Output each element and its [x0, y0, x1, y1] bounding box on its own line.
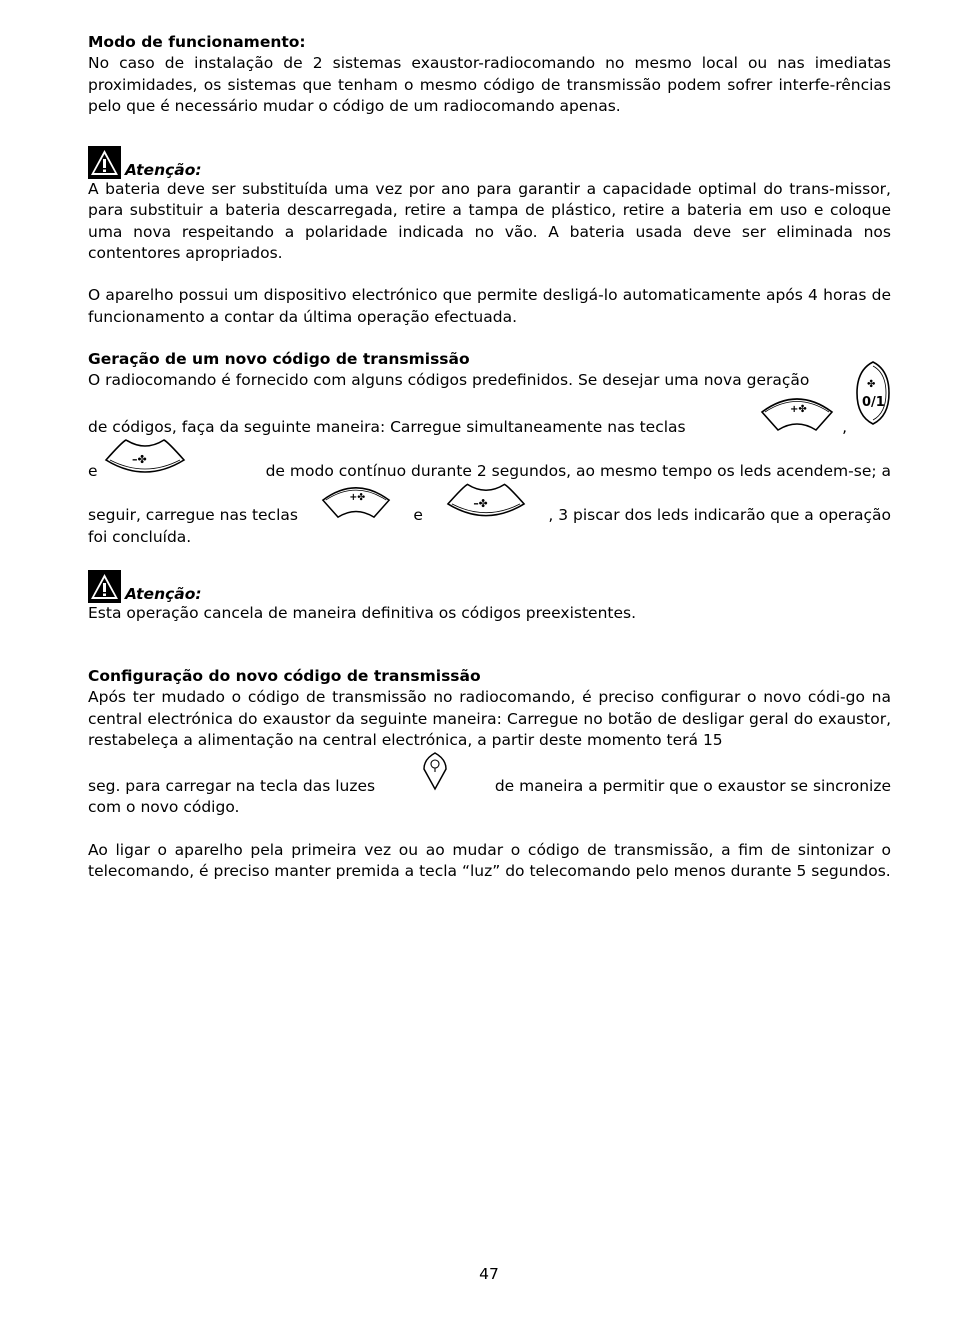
- section-heading-new-code: Geração de um novo código de transmissão: [88, 349, 470, 368]
- warning-block-1: [88, 146, 891, 179]
- paragraph-configure-end: com o novo código.: [88, 798, 240, 817]
- text-fragment: e: [413, 506, 423, 525]
- line-new-code-3: [88, 439, 891, 483]
- fan-minus-button-icon: [446, 480, 526, 526]
- warning-icon: [88, 146, 121, 179]
- section-heading-operation: Modo de funcionamento:: [88, 33, 306, 51]
- warning-block-2: [88, 570, 891, 603]
- page-number: 47: [479, 1265, 499, 1283]
- svg-text:✤: ✤: [867, 379, 876, 391]
- paragraph-operation: No caso de instalação de 2 sistemas exaustor-radiocomando no mesmo local ou nas imediatas proximidades, os sistemas que tenham o mesmo código de transmissão podem sofrer interfe-rências pelo que é necessário mudar o código de um radiocomando apenas.: [88, 54, 891, 115]
- line-new-code-4: [88, 483, 891, 527]
- svg-text:–✤: –✤: [472, 497, 488, 511]
- paragraph-cancel-codes: Esta operação cancela de maneira definitiva os códigos preexistentes.: [88, 603, 637, 622]
- fan-minus-button-icon: [104, 436, 186, 482]
- on-off-button-icon: [855, 360, 891, 432]
- paragraph-new-code-intro: O radiocomando é fornecido com alguns códigos predefinidos. Se desejar uma nova geração: [88, 371, 810, 390]
- text-fragment: de maneira a permitir que o exaustor se sincronize: [494, 777, 891, 796]
- warning-icon: [88, 570, 121, 603]
- svg-text:+✤: +✤: [349, 492, 365, 504]
- document-body: [88, 32, 891, 882]
- paragraph-battery: A bateria deve ser substituída uma vez por ano para garantir a capacidade optimal do trans-missor, para substituir a bateria descarregada, retire a tampa de plástico, retire a bateria em uso e coloque uma nova respeitando a polaridade indicada no vão. A bateria usada deve ser eliminada nos contentores apropriados.: [88, 180, 891, 263]
- section-heading-configure-code: Configuração do novo código de transmissão: [88, 667, 481, 686]
- text-fragment: de códigos, faça da seguinte maneira: Carregue simultaneamente nas teclas: [88, 418, 686, 437]
- warning-label: Atenção:: [125, 584, 202, 603]
- text-fragment: e: [88, 462, 98, 481]
- fan-plus-button-icon: [321, 484, 391, 526]
- text-fragment: seg. para carregar na tecla das luzes: [88, 777, 376, 796]
- paragraph-auto-off: O aparelho possui um dispositivo electrónico que permite desligá-lo automaticamente após 4 horas de funcionamento a contar da última operação efectuada.: [88, 286, 891, 326]
- warning-label: Atenção:: [125, 161, 202, 180]
- light-button-icon: [422, 751, 448, 797]
- text-fragment: seguir, carregue nas teclas: [88, 506, 298, 525]
- on-off-label: 0/1: [862, 395, 885, 411]
- text-fragment: ,: [842, 418, 847, 437]
- text-fragment: de modo contínuo durante 2 segundos, ao mesmo tempo os leds acendem-se; a: [265, 462, 891, 481]
- paragraph-configure: Após ter mudado o código de transmissão no radiocomando, é preciso configurar o novo códi-go na central electrónica do exaustor da seguinte maneira: Carregue no botão de desligar geral do exaustor, restabeleça a alimentação na central electrónica, a partir deste momento terá 15: [88, 688, 891, 750]
- svg-text:–✤: –✤: [131, 453, 147, 467]
- svg-text:+✤: +✤: [790, 404, 807, 416]
- text-fragment: , 3 piscar dos leds indicarão que a operação: [548, 506, 891, 525]
- paragraph-new-code-end: foi concluída.: [88, 527, 192, 546]
- fan-plus-button-icon: [760, 396, 834, 438]
- paragraph-first-use: Ao ligar o aparelho pela primeira vez ou ao mudar o código de transmissão, a fim de sintonizar o telecomando, é preciso manter premida a tecla “luz” do telecomando pelo menos durante 5 segundos.: [88, 840, 891, 880]
- line-configure-2: [88, 751, 891, 797]
